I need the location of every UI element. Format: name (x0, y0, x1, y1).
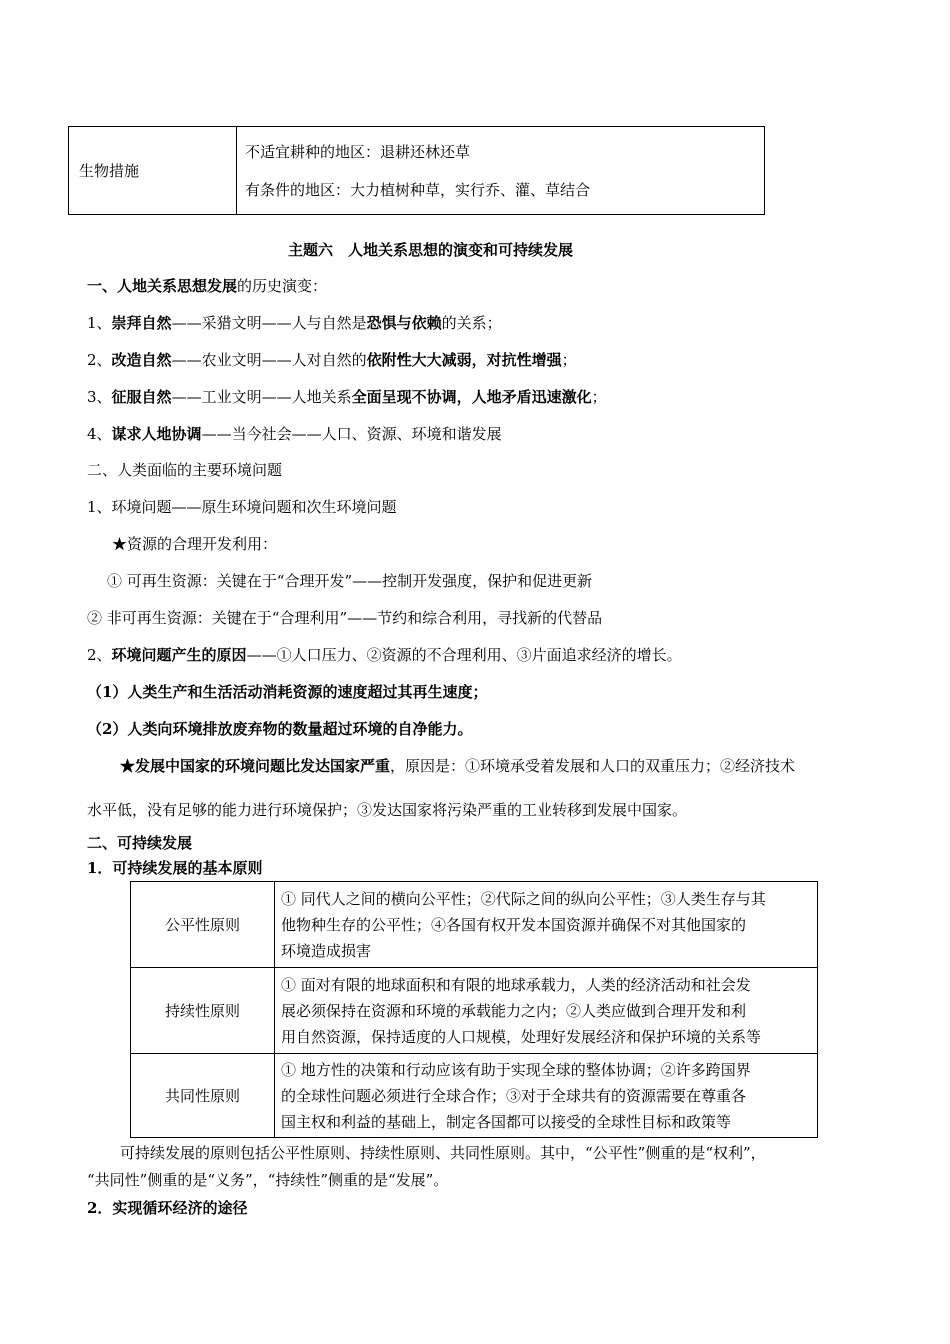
principle-name: 共同性原则 (164, 1087, 240, 1105)
principle-line: 环境造成损害 (281, 941, 372, 960)
principle-name-cell (131, 1054, 275, 1138)
item-text: ——工业文明——人地关系 (171, 388, 352, 406)
principle-name-cell (131, 968, 275, 1054)
principle-desc-cell (275, 1054, 818, 1138)
item-num: 4、 (87, 425, 112, 443)
s3-sub-2: 2．实现循环经济的途径 (87, 1199, 248, 1217)
s1-item-4 (87, 424, 502, 444)
s2-resource-2: ② 非可再生资源：关键在于“合理利用”——节约和综合利用，寻找新的代替品 (87, 609, 603, 627)
item-key: 改造自然 (111, 351, 172, 369)
item-text: ——①人口压力、②资源的不合理利用、③片面追求经济的增长。 (246, 646, 682, 664)
measure-line-1: 不适宜耕种的地区：退耕还林还草 (245, 142, 471, 161)
s1-heading-bold: 一、人地关系思想发展 (87, 277, 238, 295)
star2-key: ★发展中国家的环境问题比发达国家严重 (120, 757, 391, 775)
principle-desc-cell (275, 882, 818, 968)
s1-heading-rest: 的历史演变： (237, 277, 328, 295)
item-key: 崇拜自然 (111, 314, 172, 332)
item-text: ； (561, 351, 577, 369)
item-key: 环境问题产生的原因 (111, 646, 247, 664)
s3-heading: 二、可持续发展 (87, 834, 193, 852)
item-key: 全面呈现不协调，人地矛盾迅速激化 (351, 388, 592, 406)
principle-line: ① 同代人之间的横向公平性；②代际之间的纵向公平性；③人类生存与其 (281, 889, 766, 908)
measure-content-cell (237, 127, 765, 215)
principle-line: ① 地方性的决策和行动应该有助于实现全球的整体协调；②许多跨国界 (281, 1060, 751, 1079)
s2-para-1: 1、环境问题——原生环境问题和次生环境问题 (87, 498, 397, 516)
item-text: ——农业文明——人对自然的 (171, 351, 367, 369)
s2-cause-2: （2）人类向环境排放废弃物的数量超过环境的自净能力。 (87, 720, 473, 738)
s2-cause-1: （1）人类生产和生活活动消耗资源的速度超过其再生速度； (87, 683, 488, 701)
s1-item-2 (87, 350, 577, 370)
principles-table (130, 881, 818, 1138)
item-num: 1、 (87, 314, 112, 332)
principle-line: 他物种生存的公平性；④各国有权开发本国资源并确保不对其他国家的 (281, 915, 747, 934)
item-num: 3、 (87, 388, 112, 406)
s2-star-2-cont: 水平低，没有足够的能力进行环境保护；③发达国家将污染严重的工业转移到发展中国家。 (87, 801, 688, 819)
s1-item-3 (87, 387, 607, 407)
item-num: 2、 (87, 646, 112, 664)
item-key: 征服自然 (111, 388, 172, 406)
item-key: 恐惧与依赖 (366, 314, 442, 332)
s2-heading: 二、人类面临的主要环境问题 (87, 461, 283, 479)
measure-label: 生物措施 (79, 162, 140, 180)
item-text: ——采猎文明——人与自然是 (171, 314, 367, 332)
s2-resource-1: ① 可再生资源：关键在于“合理开发”——控制开发强度，保护和促进更新 (107, 572, 593, 590)
measures-table (68, 126, 765, 215)
principle-name-cell (131, 882, 275, 968)
item-text: ——当今社会——人口、资源、环境和谐发展 (201, 425, 502, 443)
s3-summary-2: “共同性”侧重的是“义务”，“持续性”侧重的是“发展”。 (87, 1171, 449, 1189)
s3-sub-1: 1．可持续发展的基本原则 (87, 859, 263, 877)
measure-line-2: 有条件的地区：大力植树种草，实行乔、灌、草结合 (245, 180, 591, 199)
principle-desc-cell (275, 968, 818, 1054)
measure-label-cell (69, 127, 237, 215)
principle-line: 展必须保持在资源和环境的承载能力之内；②人类应做到合理开发和利 (281, 1001, 747, 1020)
principle-name: 持续性原则 (164, 1002, 240, 1020)
s1-item-1 (87, 313, 502, 333)
s3-summary-1: 可持续发展的原则包括公平性原则、持续性原则、共同性原则。其中，“公平性”侧重的是“权利”， (120, 1144, 766, 1162)
item-key: 依附性大大减弱，对抗性增强 (366, 351, 562, 369)
principle-name: 公平性原则 (164, 916, 240, 934)
item-num: 2、 (87, 351, 112, 369)
principle-line: ① 面对有限的地球面积和有限的地球承载力，人类的经济活动和社会发 (281, 975, 751, 994)
item-key: 谋求人地协调 (111, 425, 202, 443)
s2-star-2 (120, 756, 795, 776)
star2-text: ，原因是：①环境承受着发展和人口的双重压力；②经济技术 (390, 757, 796, 775)
principle-line: 的全球性问题必须进行全球合作；③对于全球共有的资源需要在尊重各 (281, 1086, 747, 1105)
s2-para-2 (87, 645, 682, 665)
item-text: ； (591, 388, 607, 406)
s1-heading (87, 276, 327, 296)
principle-line: 用自然资源，保持适度的人口规模，处理好发展经济和保护环境的关系等 (281, 1027, 762, 1046)
s2-star-1: ★资源的合理开发利用： (112, 535, 278, 553)
section-title: 主题六 人地关系思想的演变和可持续发展 (288, 241, 574, 259)
item-text: 的关系； (441, 314, 502, 332)
principle-line: 国主权和利益的基础上，制定各国都可以接受的全球性目标和政策等 (281, 1112, 732, 1131)
